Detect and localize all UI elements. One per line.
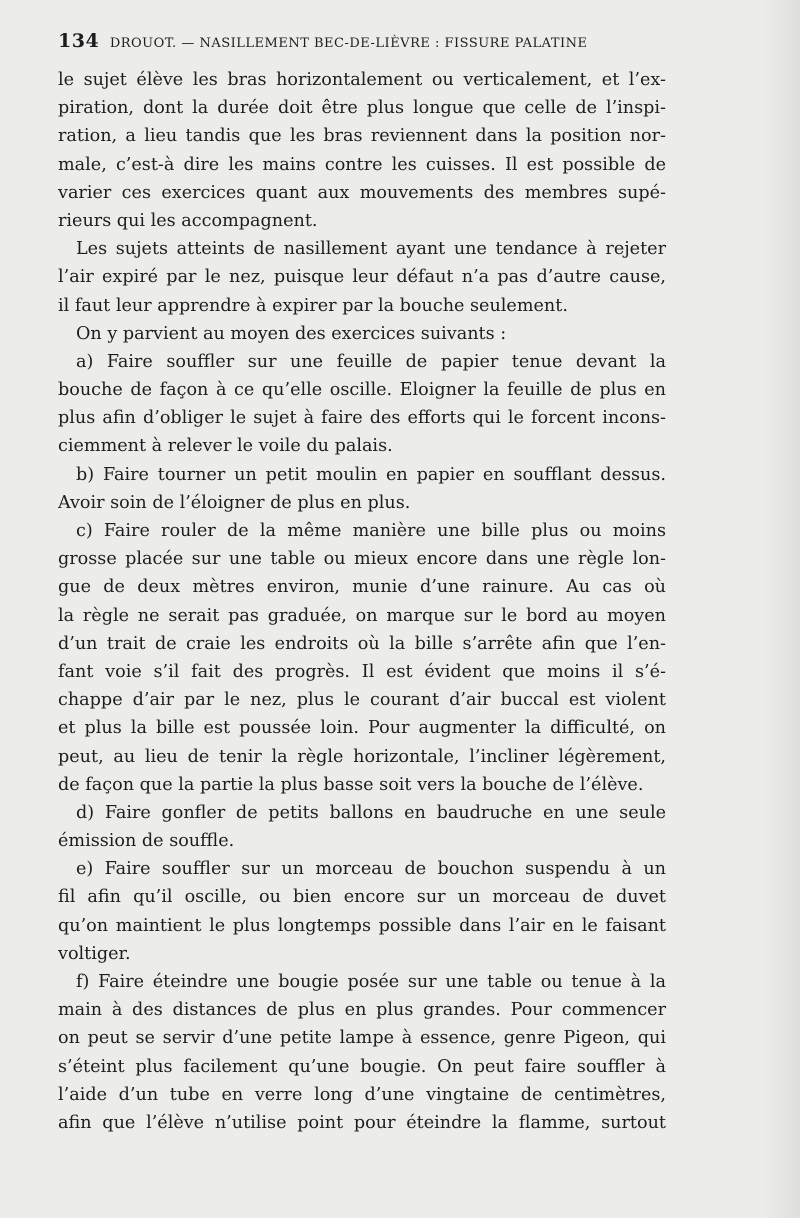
text-line: Avoir soin de l’éloigner de plus en plus. bbox=[58, 492, 411, 513]
text-line: plus afin d’obliger le sujet à faire des efforts qui le forcent incons- bbox=[58, 408, 666, 429]
text-line: fil afin qu’il oscille, ou bien encore sur un morceau de duvet bbox=[58, 887, 666, 908]
text-line: qu’on maintient le plus longtemps possible dans l’air en le faisant bbox=[58, 915, 666, 936]
text-line: on peut se servir d’une petite lampe à essence, genre Pigeon, qui bbox=[58, 1028, 666, 1049]
text-line: il faut leur apprendre à expirer par la bouche seulement. bbox=[58, 295, 568, 316]
text-line: ration, a lieu tandis que les bras reviennent dans la position nor- bbox=[58, 126, 666, 147]
page-body bbox=[58, 66, 666, 1137]
text-line: bouche de façon à ce qu’elle oscille. Eloigner la feuille de plus en bbox=[58, 380, 666, 401]
text-line: f) Faire éteindre une bougie posée sur une table ou tenue à la bbox=[76, 972, 666, 992]
text-line: d) Faire gonfler de petits ballons en baudruche en une seule bbox=[76, 802, 666, 823]
text-line: peut, au lieu de tenir la règle horizontale, l’incliner légèrement, bbox=[58, 746, 666, 767]
text-line: piration, dont la durée doit être plus longue que celle de l’inspi- bbox=[58, 98, 666, 119]
text-line: varier ces exercices quant aux mouvements des membres supé- bbox=[58, 182, 666, 203]
text-line: Les sujets atteints de nasillement ayant une tendance à rejeter bbox=[76, 239, 666, 260]
text-line: le sujet élève les bras horizontalement ou verticalement, et l’ex- bbox=[58, 70, 666, 90]
text-line: émission de souffle. bbox=[58, 831, 235, 852]
text-line: a) Faire souffler sur une feuille de papier tenue devant la bbox=[76, 351, 666, 372]
text-line: gue de deux mètres environ, munie d’une rainure. Au cas où bbox=[58, 577, 666, 598]
text-line: fant voie s’il fait des progrès. Il est évident que moins il s’é- bbox=[58, 661, 666, 682]
text-line: c) Faire rouler de la même manière une bille plus ou moins bbox=[76, 521, 666, 541]
text-line: afin que l’élève n’utilise point pour éteindre la flamme, surtout bbox=[58, 1112, 666, 1133]
page-header bbox=[58, 30, 658, 50]
text-line: la règle ne serait pas graduée, on marque sur le bord au moyen bbox=[58, 605, 666, 626]
text-line: s’éteint plus facilement qu’une bougie. On peut faire souffler à bbox=[58, 1056, 666, 1077]
text-line: voltiger. bbox=[58, 943, 131, 964]
text-line: de façon que la partie la plus basse soit vers la bouche de l’élève. bbox=[58, 774, 644, 795]
text-line: et plus la bille est poussée loin. Pour augmenter la difficulté, on bbox=[58, 718, 666, 739]
text-line: grosse placée sur une table ou mieux encore dans une règle lon- bbox=[58, 549, 666, 570]
text-line: rieurs qui les accompagnent. bbox=[58, 210, 318, 231]
page-number: 134 bbox=[58, 30, 100, 52]
text-line: d’un trait de craie les endroits où la bille s’arrête afin que l’en- bbox=[58, 633, 666, 654]
text-line: chappe d’air par le nez, plus le courant d’air buccal est violent bbox=[58, 690, 666, 711]
text-line: On y parvient au moyen des exercices suivants : bbox=[76, 323, 507, 344]
text-line: male, c’est-à dire les mains contre les cuisses. Il est possible de bbox=[58, 154, 666, 175]
running-head: DROUOT. — NASILLEMENT BEC-DE-LIÈVRE : FISSURE PALATINE bbox=[109, 36, 588, 51]
text-line: main à des distances de plus en plus grandes. Pour commencer bbox=[58, 1000, 666, 1021]
text-line: l’air expiré par le nez, puisque leur défaut n’a pas d’autre cause, bbox=[58, 267, 666, 288]
page-edge-shadow bbox=[760, 0, 800, 1218]
text-line: e) Faire souffler sur un morceau de bouchon suspendu à un bbox=[76, 859, 666, 880]
text-line: ciemment à relever le voile du palais. bbox=[58, 436, 393, 457]
text-line: l’aide d’un tube en verre long d’une vingtaine de centimètres, bbox=[58, 1084, 666, 1105]
text-line: b) Faire tourner un petit moulin en papier en soufflant dessus. bbox=[76, 464, 666, 485]
